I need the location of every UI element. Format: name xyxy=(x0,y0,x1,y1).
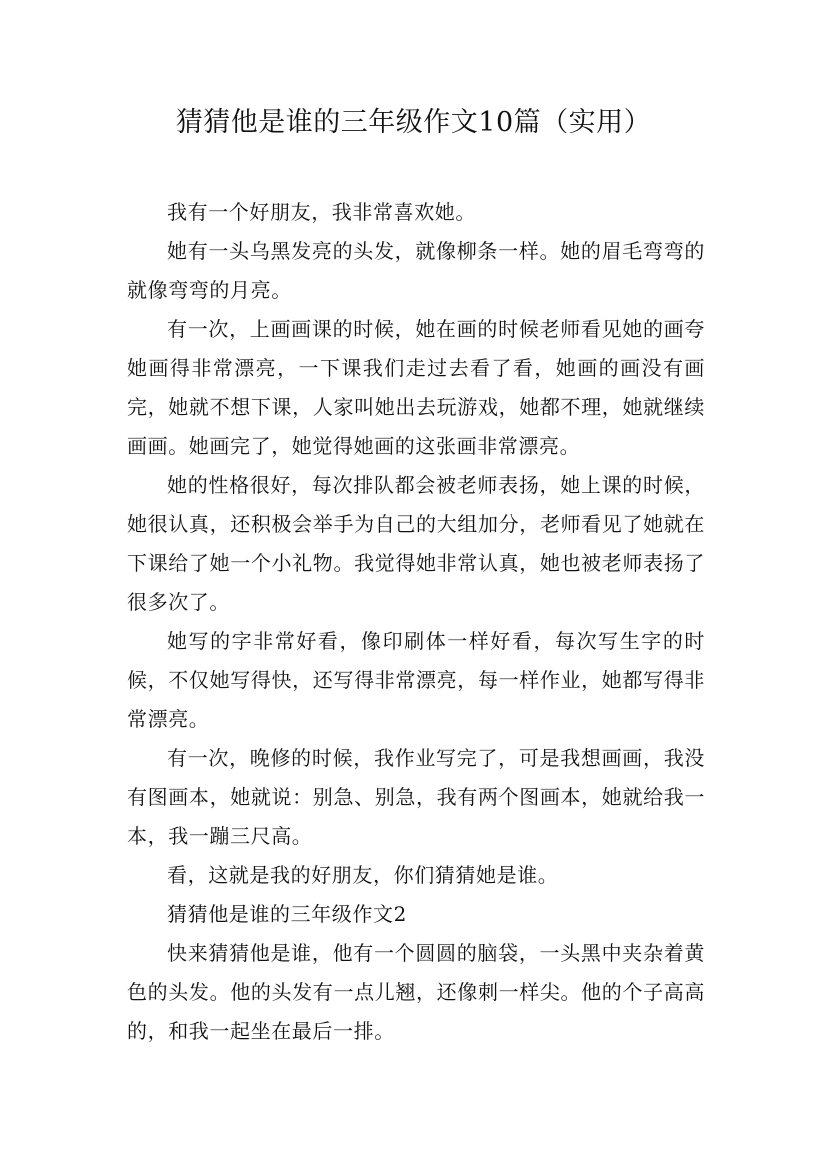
paragraph: 有一次，上画画课的时候，她在画的时候老师看见她的画夸她画得非常漂亮，一下课我们走过去看了看，她画的画没有画完，她就不想下课，人家叫她出去玩游戏，她都不理，她就继续画画。她画完了，她觉得她画的这张画非常漂亮。 xyxy=(127,317,705,458)
paragraph: 我有一个好朋友，我非常喜欢她。 xyxy=(167,200,476,224)
paragraph: 她有一头乌黑发亮的头发，就像柳条一样。她的眉毛弯弯的就像弯弯的月亮。 xyxy=(127,239,705,302)
document-title: 猜猜他是谁的三年级作文10篇（实用） xyxy=(175,107,652,138)
paragraph: 看，这就是我的好朋友，你们猜猜她是谁。 xyxy=(167,863,559,887)
section-heading: 猜猜他是谁的三年级作文2 xyxy=(167,902,407,926)
paragraph: 有一次，晚修的时候，我作业写完了，可是我想画画，我没有图画本，她就说：别急、别急，我有两个图画本，她就给我一本，我一蹦三尺高。 xyxy=(127,746,705,848)
paragraph: 快来猜猜他是谁，他有一个圆圆的脑袋，一头黑中夹杂着黄色的头发。他的头发有一点儿翘，还像刺一样尖。他的个子高高的，和我一起坐在最后一排。 xyxy=(127,941,705,1043)
paragraph: 她写的字非常好看，像印刷体一样好看，每次写生字的时候，不仅她写得快，还写得非常漂亮，每一样作业，她都写得非常漂亮。 xyxy=(127,629,705,731)
document-body xyxy=(127,193,705,1051)
paragraph: 她的性格很好，每次排队都会被老师表扬，她上课的时候，她很认真，还积极会举手为自己的大组加分，老师看见了她就在下课给了她一个小礼物。我觉得她非常认真，她也被老师表扬了很多次了。 xyxy=(127,473,705,614)
